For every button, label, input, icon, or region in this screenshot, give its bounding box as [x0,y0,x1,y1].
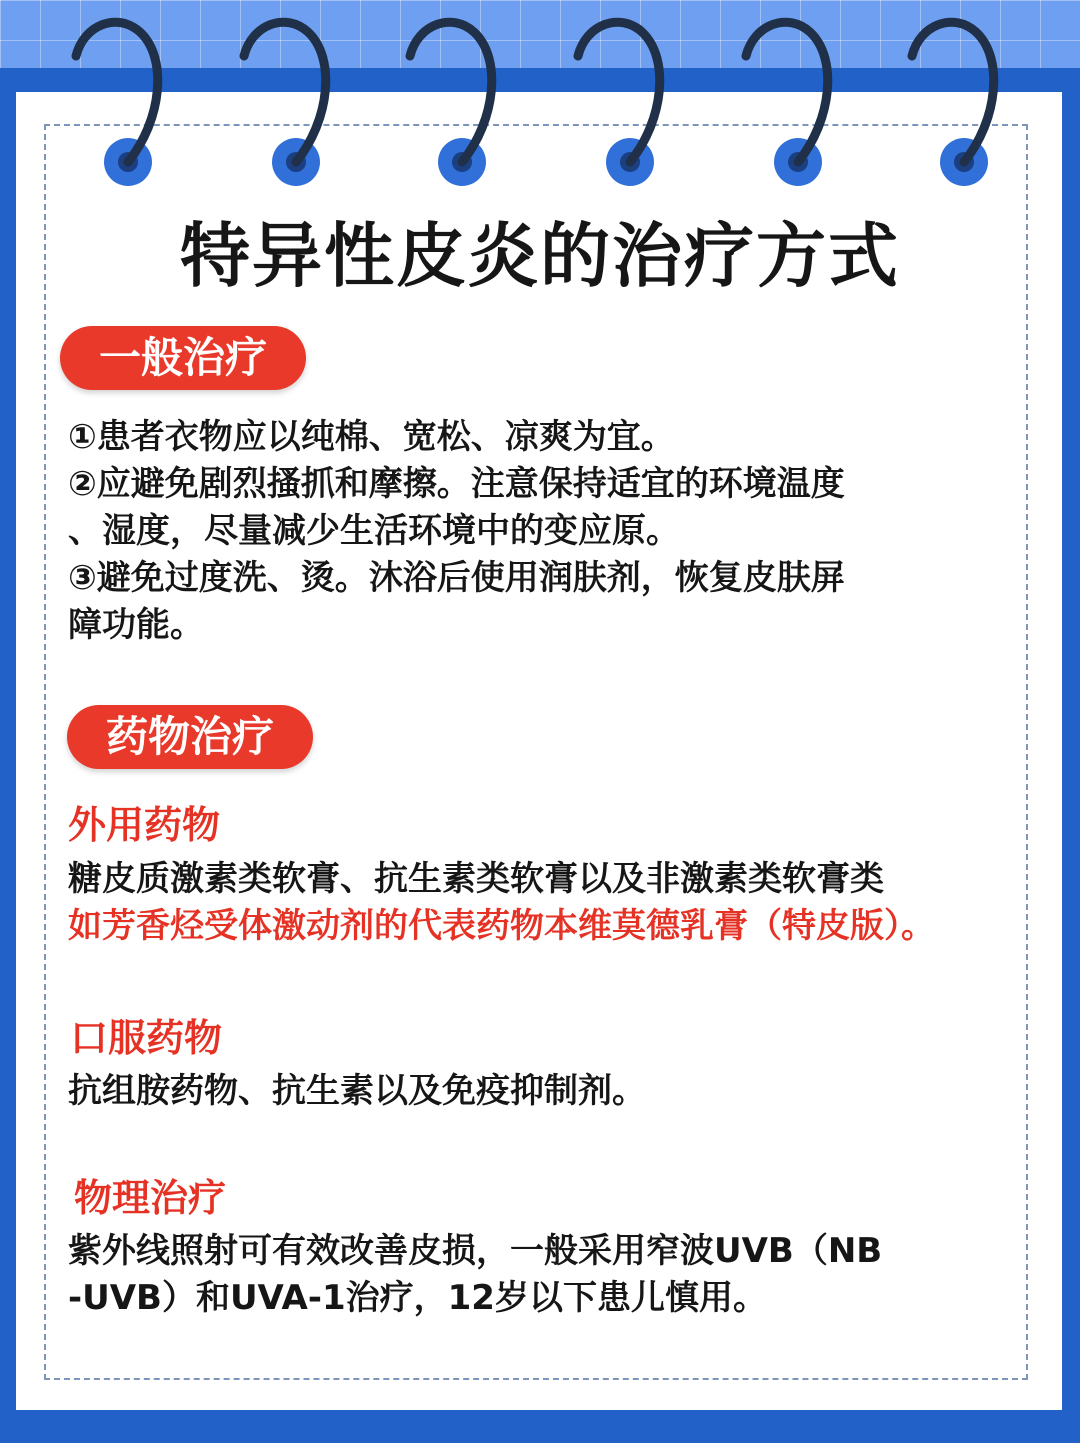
binder-rings [0,0,1080,200]
oral-drug-text [68,1068,998,1115]
binder-ring-icon [76,22,158,186]
physical-therapy-text [68,1228,998,1322]
general-item-1: ①患者衣物应以纯棉、宽松、凉爽为宜。 [68,417,675,457]
binder-ring-icon [410,22,492,186]
physical-therapy-line-2: -UVB）和UVA-1治疗，12岁以下患儿慎用。 [68,1278,767,1318]
general-treatment-text [68,414,998,649]
binder-ring-icon [746,22,828,186]
page-title: 特异性皮炎的治疗方式 [180,214,900,297]
oral-drug-heading: 口服药物 [70,1016,223,1060]
general-item-3: ③避免过度洗、烫。沐浴后使用润肤剂，恢复皮肤屏 [68,558,845,598]
topical-drug-heading: 外用药物 [68,803,221,847]
general-item-2: ②应避免剧烈搔抓和摩擦。注意保持适宜的环境温度 [68,464,845,504]
topical-drug-highlight: 如芳香烃受体激动剂的代表药物本维莫德乳膏（特皮版）。 [68,906,935,946]
binder-ring-icon [244,22,326,186]
topical-drug-text [68,856,998,950]
physical-therapy-line-1: 紫外线照射可有效改善皮损，一般采用窄波UVB（NB [68,1231,883,1271]
section-badge-drug: 药物治疗 [67,705,313,769]
physical-therapy-heading: 物理治疗 [74,1176,227,1220]
binder-ring-icon [912,22,994,186]
topical-drug-line: 糖皮质激素类软膏、抗生素类软膏以及非激素类软膏类 [68,859,884,899]
general-item-3-cont: 障功能。 [68,605,204,645]
general-item-2-cont: 、湿度，尽量减少生活环境中的变应原。 [68,511,680,551]
binder-ring-icon [578,22,660,186]
section-badge-general: 一般治疗 [60,326,306,390]
oral-drug-line: 抗组胺药物、抗生素以及免疫抑制剂。 [68,1071,646,1111]
